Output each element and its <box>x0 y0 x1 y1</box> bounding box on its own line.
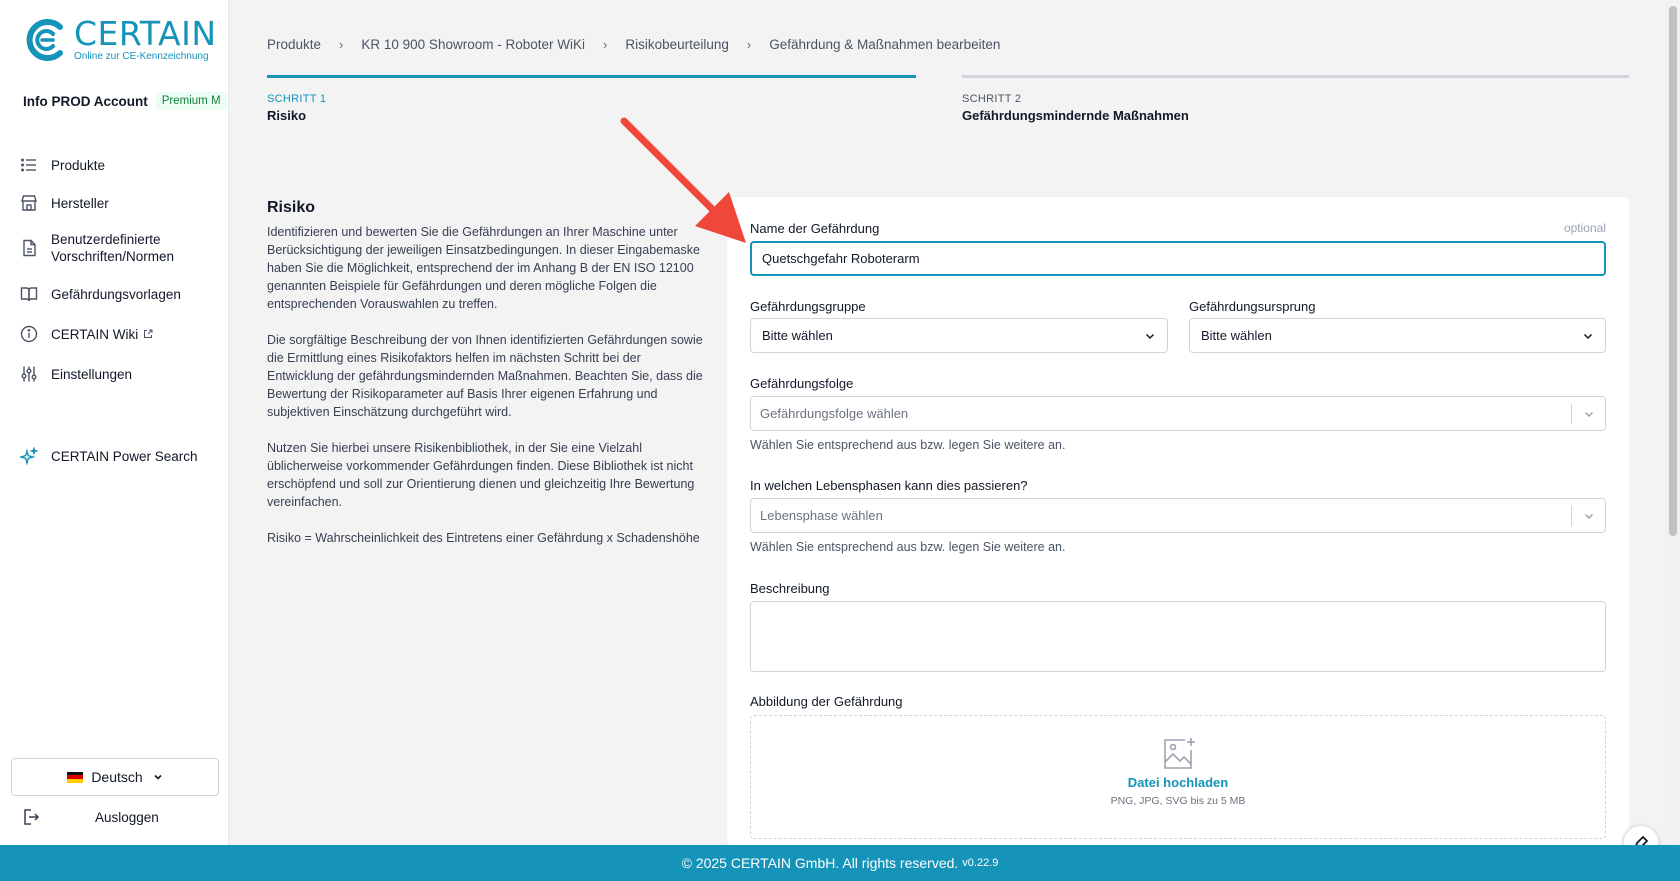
optional-tag: optional <box>1563 221 1606 235</box>
sidebar-item-vorschriften[interactable] <box>0 222 229 274</box>
store-icon <box>20 194 38 212</box>
description-label: Beschreibung <box>750 581 830 596</box>
step-2-kicker: SCHRITT 2 <box>962 93 1022 105</box>
language-selector[interactable] <box>11 758 219 796</box>
germany-flag-icon <box>67 772 83 783</box>
hazard-consequence-select[interactable] <box>750 396 1606 431</box>
lifecycle-placeholder: Lebensphase wählen <box>760 508 883 523</box>
breadcrumb-risk-assessment[interactable]: Risikobeurteilung <box>625 37 729 52</box>
info-icon <box>20 325 38 343</box>
description-paragraph: Die sorgfältige Beschreibung der von Ihnen identifizierten Gefährdungen sowie die Ermittlung eines Risikofaktors helfen im nächsten Schritt bei der Entwicklung der gefährdungsmindernden Maßnahmen. Beachten Sie, dass die Bewertung der Risikoparameter auf Basis Ihrer eigenen Erfahrung und subjektiven Einschätzung durchgeführt wird. <box>267 333 703 419</box>
hazard-consequence-hint: Wählen Sie entsprechend aus bzw. legen Sie weitere an. <box>750 438 1066 452</box>
document-icon <box>20 239 38 257</box>
description-paragraph: Nutzen Sie hierbei unsere Risikenbibliothek, in der Sie eine Vielzahl üblicherweise vorkommender Gefährdungen finden. Diese Bibliothek ist nicht erschöpfend und soll zur Orientierung dienen und gleichzeitig Ihre Bewertung vereinfachen. <box>267 441 695 509</box>
breadcrumb-current: Gefährdung & Maßnahmen bearbeiten <box>769 37 1001 52</box>
sidebar-item-label: Gefährdungsvorlagen <box>51 286 181 302</box>
step-2-title: Gefährdungsmindernde Maßnahmen <box>962 108 1189 123</box>
list-icon <box>20 156 38 174</box>
step-1-title: Risiko <box>267 108 307 123</box>
chevron-down-icon <box>1583 408 1595 420</box>
hazard-name-input[interactable] <box>750 241 1606 276</box>
description-paragraph: Identifizieren und bewerten Sie die Gefährdungen an Ihrer Maschine unter Berücksichtigung der jeweiligen Einsatzbedingungen. In dieser Eingabemaske haben Sie die Möglichkeit, entsprechend der im Anhang B der EN ISO 12100 genannten Beispiele für Gefährdungen und deren mögliche Folgen die entsprechenden Vorauswahlen zu treffen. <box>267 225 700 311</box>
breadcrumb-separator-icon: › <box>746 37 752 52</box>
breadcrumb <box>267 37 1000 52</box>
step-2[interactable] <box>962 75 1629 123</box>
breadcrumb-separator-icon: › <box>602 37 608 52</box>
sparkle-icon <box>20 447 38 465</box>
image-add-icon <box>1160 736 1196 772</box>
image-label: Abbildung der Gefährdung <box>750 694 903 709</box>
sidebar-item-hersteller[interactable] <box>0 184 229 222</box>
footer <box>0 845 1680 881</box>
sidebar-item-produkte[interactable] <box>0 146 229 184</box>
hazard-group-value: Bitte wählen <box>762 328 833 343</box>
breadcrumb-produkte[interactable]: Produkte <box>267 37 322 52</box>
sidebar-item-label: CERTAIN Power Search <box>51 448 198 464</box>
hazard-consequence-placeholder: Gefährdungsfolge wählen <box>760 406 909 421</box>
sidebar-item-label: Benutzerdefinierte Vorschriften/Normen <box>51 232 175 264</box>
account-info <box>23 92 229 110</box>
sidebar-item-label: Produkte <box>51 157 106 173</box>
description-textarea[interactable] <box>750 601 1606 672</box>
logout-icon <box>22 808 40 826</box>
logo-tagline: Online zur CE-Kennzeichnung <box>74 51 209 62</box>
logout-button[interactable] <box>22 808 212 826</box>
sidebar-item-label: Einstellungen <box>51 366 133 382</box>
chevron-down-icon <box>153 772 163 782</box>
breadcrumb-product[interactable]: KR 10 900 Showroom - Roboter WiKi <box>361 37 585 52</box>
book-icon <box>20 285 38 303</box>
certain-logo[interactable] <box>22 14 217 63</box>
upload-link[interactable]: Datei hochladen <box>1127 775 1229 790</box>
breadcrumb-separator-icon: › <box>339 37 344 52</box>
lifecycle-label: In welchen Lebensphasen kann dies passieren? <box>750 478 1028 493</box>
version-label: v0.22.9 <box>962 857 999 869</box>
sidebar-item-label: Hersteller <box>51 195 109 211</box>
risk-description <box>267 199 707 565</box>
sidebar-item-power-search[interactable] <box>0 436 229 476</box>
logout-label: Ausloggen <box>95 809 159 825</box>
account-name: Info PROD Account <box>23 93 148 109</box>
image-upload-dropzone[interactable] <box>750 715 1606 839</box>
hazard-name-value: Quetschgefahr Roboterarm <box>762 251 920 266</box>
plan-badge: Premium M <box>156 92 227 110</box>
chevron-down-icon <box>1583 510 1595 522</box>
sidebar-nav <box>0 146 229 476</box>
sidebar-item-label: CERTAIN Wiki <box>51 326 139 342</box>
external-link-icon <box>143 329 153 339</box>
step-1-kicker: SCHRITT 1 <box>267 93 327 105</box>
chevron-down-icon <box>1582 330 1594 342</box>
sidebar-item-gefaehrdungsvorlagen[interactable] <box>0 274 229 314</box>
step-2-bar <box>962 75 1629 78</box>
upload-hint: PNG, JPG, SVG bis zu 5 MB <box>1110 795 1246 807</box>
dropdown-indicator[interactable] <box>1572 510 1605 522</box>
lifecycle-hint: Wählen Sie entsprechend aus bzw. legen Sie weitere an. <box>750 540 1066 554</box>
sidebar-item-certain-wiki[interactable] <box>0 314 229 354</box>
copyright-text: © 2025 CERTAIN GmbH. All rights reserved. <box>681 855 959 871</box>
hazard-origin-select[interactable] <box>1189 318 1606 353</box>
hazard-name-label: Name der Gefährdung <box>750 221 880 236</box>
logo-wordmark: CERTAIN <box>74 14 217 53</box>
step-1[interactable] <box>267 75 916 123</box>
sidebar <box>0 0 229 845</box>
hazard-consequence-label: Gefährdungsfolge <box>750 376 854 391</box>
page-scrollbar[interactable] <box>1666 0 1680 845</box>
hazard-form <box>727 197 1629 845</box>
section-title: Risiko <box>267 199 316 216</box>
sliders-icon <box>20 365 38 383</box>
hazard-group-label: Gefährdungsgruppe <box>750 299 866 314</box>
language-label: Deutsch <box>91 769 143 785</box>
step-1-bar <box>267 75 916 78</box>
lifecycle-select[interactable] <box>750 498 1606 533</box>
sidebar-item-einstellungen[interactable] <box>0 354 229 394</box>
description-paragraph: Risiko = Wahrscheinlichkeit des Eintretens einer Gefährdung x Schadenshöhe <box>267 531 700 545</box>
hazard-group-select[interactable] <box>750 318 1168 353</box>
hazard-origin-label: Gefährdungsursprung <box>1189 299 1316 314</box>
scrollbar-thumb[interactable] <box>1669 6 1677 536</box>
certain-logo-mark <box>22 17 68 63</box>
chevron-down-icon <box>1144 330 1156 342</box>
dropdown-indicator[interactable] <box>1572 408 1605 420</box>
hazard-origin-value: Bitte wählen <box>1201 328 1272 343</box>
